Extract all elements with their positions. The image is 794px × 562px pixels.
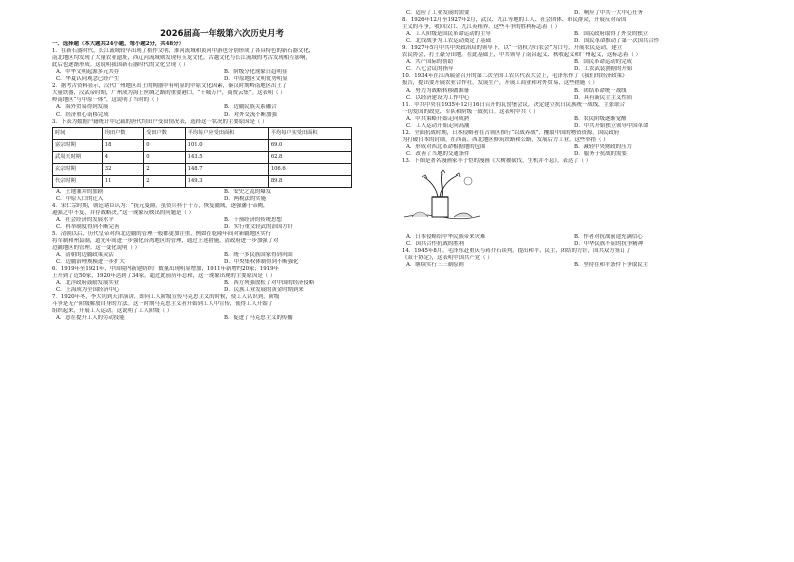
question-text: 13．下图是著名漫画家丰子恺的漫画《大树被砍伐，生机并不息》，表达了（ ） [402, 157, 592, 164]
table-header-cell: 平均每户实受田面积 [268, 127, 351, 139]
answer-options [52, 252, 392, 259]
table-row [53, 151, 352, 163]
answer-option-a[interactable]: C．经济重心南移完成 [56, 111, 109, 118]
answer-option-a[interactable]: C．科举制度得到不断完善 [56, 223, 120, 230]
answer-option-b[interactable]: D．中共开始独立领导中国革命 [574, 122, 649, 129]
answer-options [52, 76, 392, 83]
question-text: 9．1927年5月中共中央政治局的领导下，以“一切权力归农会”为口号，开展农民运动，建立 [402, 45, 623, 52]
table-cell: 62.8 [268, 151, 351, 163]
question-text: 12．全面抗战时期，日本侵略者在占领区推行“以战养战”，攫取中国的物资资源，国民政府 [402, 129, 620, 136]
answer-options [52, 315, 392, 322]
answer-option-a[interactable]: A．继续实行三三制原则 [406, 262, 464, 269]
answer-options [52, 112, 392, 119]
question-text: 大量铁器，汉武帝时期，广州成为海上丝绸之路的重要港口，“千城万户，商贾云集”。这表明（ ） [52, 90, 286, 97]
answer-option-b[interactable]: D．中央集权体制得到不断强化 [224, 259, 299, 266]
answer-options [52, 280, 392, 287]
question-text: 斗争是无产阶级解放自身的方法。这一时期马克思主义者开始到工人中宣传，使得工人开始了 [52, 301, 274, 308]
question-text: 10．1934年在江西瑞金召开的第二次全国工农兵代表大会上，毛泽东作了《我们的经济政策》 [402, 73, 628, 80]
answer-option-b[interactable]: D．两税法的实施 [224, 195, 267, 202]
answer-option-b[interactable]: B．国民政府取得了外交的独立 [574, 31, 649, 38]
answer-options [402, 66, 742, 73]
question-text: 14．1945年8月，毛泽东赴重庆与蒋介石谈判，提出和平、民主、团结的方针，国共双方签订了 [402, 248, 631, 255]
table-cell: 代宗时期 [53, 175, 103, 187]
answer-option-a[interactable]: A．努力为战略转移做准备 [406, 87, 470, 94]
answer-option-a[interactable]: A．日本侵略给中华民族带来灾难 [406, 234, 486, 241]
answer-options [402, 123, 742, 130]
table-cell: 148.7 [185, 163, 268, 175]
answer-option-a[interactable]: A．共产国际的帮助 [406, 59, 454, 66]
answer-option-b[interactable]: B．干预经济的传统思想 [224, 216, 282, 223]
table-cell: 101.0 [185, 139, 268, 151]
answer-option-b[interactable]: B．坚持在和平条件下争取民主 [574, 262, 649, 269]
question-text: 农民协会，打土豪分田地。在此基础上，中共领导了南昌起义、秋收起义和广州起义，这标志着（ ） [402, 52, 641, 59]
answer-options [52, 287, 392, 294]
answer-options [402, 234, 742, 241]
answer-option-b[interactable]: B．作者对抗战前途充满信心 [574, 234, 643, 241]
answer-options [402, 144, 742, 151]
table-header-cell: 受田户数 [144, 127, 185, 139]
question-text: 将军制和州县制，道光年间进一步强化台湾地区的管理，通过上述措施，清政府进一步加强了对 [52, 237, 279, 244]
answer-option-b[interactable]: B．西方列强放松了对中国的经济侵略 [224, 280, 315, 287]
question-text: 8．1926年12月至1927年2月，武汉、九江等地的工人、社会团体、市民群众，开展反对帝国 [402, 17, 627, 24]
question-text: 3．下表为数据户籍统计中记载的唐代均田户受田情况表，选择这一状况的主要原因是（ ） [52, 118, 268, 125]
question-text: 7．1920年冬，李大钊到天津演讲，即向工人阶级宣传马克思主义的时候，使工人认识到，阶级 [52, 294, 280, 301]
table-cell: 2 [144, 175, 185, 187]
question-text: 2．据考古资料显示，汉代广州地区出土的陶器中有明显的中原文化因素，秦汉时期岭南地区出土了 [52, 83, 288, 90]
answer-option-b[interactable]: D．中华民族不屈的抗争精神 [574, 241, 644, 248]
answer-options [402, 262, 742, 269]
table-header-cell: 均田户数 [102, 127, 143, 139]
answer-option-a[interactable]: A．意在提升工人的劳动技能 [56, 315, 125, 322]
answer-option-a[interactable]: C．华夏认同观念已经产生 [56, 76, 120, 83]
question-text: 主义的斗争，收回汉口、九江英租界。这些斗争的胜利标志着（ ） [402, 24, 561, 31]
section-heading: 一、选择题（本大题共24小题，每小题2分，共48分） [52, 41, 184, 48]
answer-options [402, 151, 742, 158]
answer-option-b[interactable]: D．国民革命推动了第一次国共合作 [574, 38, 660, 45]
answer-option-b[interactable]: D．响应了中共一大中心任务 [574, 10, 644, 16]
answer-option-b[interactable]: D．实行重文轻武的治国方针 [224, 223, 294, 230]
answer-options [402, 88, 742, 95]
answer-option-a[interactable]: C．工人运动开始走向高潮 [406, 122, 470, 129]
answer-option-a[interactable]: C．中原人口的迁入 [56, 195, 104, 202]
answer-option-a[interactable]: C．国共合作抗战的胜利 [406, 241, 465, 248]
answer-option-a[interactable]: C．八七会议的指导 [406, 66, 454, 73]
answer-option-a[interactable]: A．形成对西北革命根据地的包围 [406, 143, 486, 150]
table-cell: 4 [102, 151, 143, 163]
table-cell: 143.5 [185, 151, 268, 163]
answer-options [52, 224, 392, 231]
answer-option-a[interactable]: A．中华文明起源多元共存 [56, 69, 120, 76]
table-cell: 32 [102, 163, 143, 175]
answer-option-b[interactable]: D．具有新民主主义性质 [574, 94, 633, 101]
answer-option-a[interactable]: C．适应了工业发展的需要 [406, 10, 470, 16]
question-text: 一切爱国的政党、军队和阶级一致抗日。这表明中共（ ） [402, 108, 539, 115]
exam-title: 2026届高一年级第六次历史月考 [160, 28, 284, 38]
answer-options [52, 69, 392, 76]
answer-option-b[interactable]: D．工农武装割据的开始 [574, 66, 633, 73]
answer-option-b[interactable]: D．中原地区文明优势明显 [224, 76, 288, 83]
question-text: 岭南地区“与中原一体”，这说明了当时的（ ） [52, 97, 162, 104]
answer-option-a[interactable]: C．边疆治理规模进一步扩大 [56, 259, 125, 266]
answer-option-b[interactable]: B．国民革命运动的完成 [574, 59, 632, 66]
answer-option-b[interactable]: B．统一多民族国家得到巩固 [224, 252, 293, 259]
table-cell: 89.8 [268, 175, 351, 187]
table-cell: 106.6 [268, 163, 351, 175]
question-text: 南北地区均发现了大量农业遗址，西辽河流域则发现有玉龙文化。古越文化与长江流域的考古发现相互影响， [52, 55, 311, 62]
answer-option-b[interactable]: B．团结革命统一战线 [574, 87, 627, 94]
question-text: 报告，提出要开展农业合作社，发展生产，开展工商业和对外贸易，这些措施（ ） [402, 80, 598, 87]
answer-options [402, 116, 742, 123]
answer-option-a[interactable]: A．清朝的边疆政策灵活 [56, 252, 114, 259]
table-cell: 武周天时期 [53, 151, 103, 163]
question-text: 1．在新石器时代，长江流域较早出现了稻作文明，淮河流域和黄河中游也分别形成了各具特色的新石器文化， [52, 48, 315, 55]
table-row [53, 139, 352, 151]
table-cell: 69.0 [268, 139, 351, 151]
answer-option-b[interactable]: B．阶级分化现象日趋明显 [224, 69, 288, 76]
right-question-flow [402, 10, 742, 269]
question-text: 上升到了近50家，1920年达到了34家，超过此前历年总和，这一现象出现的主要原因是（ ） [52, 273, 276, 280]
answer-option-a[interactable]: C．北伐战争为工农运动奠定了基础 [406, 38, 491, 45]
answer-options [52, 259, 392, 266]
answer-option-b[interactable]: B．农民阶级逐渐觉醒 [574, 115, 627, 122]
answer-option-a[interactable]: A．中共策略开始走向成熟 [406, 115, 470, 122]
question-text: 此后也逐渐形成。这说明我国新石器时代的文化呈现（ ） [52, 62, 189, 69]
left-question-flow [52, 48, 392, 322]
table-header-cell: 时间 [53, 127, 103, 139]
answer-options [52, 217, 392, 224]
table-header-cell: 平均每户应受田面积 [185, 127, 268, 139]
answer-option-a[interactable]: A．土地兼并的加剧 [56, 188, 104, 195]
answer-options [402, 10, 742, 17]
answer-option-b[interactable]: D．对外交流不断加强 [224, 111, 277, 118]
table-cell: 149.3 [185, 175, 268, 187]
answer-options [52, 196, 392, 203]
table-cell: 11 [102, 175, 143, 187]
tree-stump-cartoon [402, 167, 482, 229]
question-text: 5．清朝以后，历代皇帝对西北边疆的管理一般都更加注重，例如在乾隆年间对新疆地区实行 [52, 230, 272, 237]
table-cell: 2 [144, 163, 185, 175]
question-text: 组织起来，开展工人运动。这说明了工人阶级（ ） [52, 308, 173, 315]
question-text: 遏强之中不复，并存战略决。”这一现象反映出的问题是（ ） [52, 209, 194, 216]
question-text: 为打破日本的封锁，在西南、西北地区修筑铁路和公路，发展后方工业，这些举措（ ） [402, 136, 609, 143]
answer-option-b[interactable]: B．边疆民族关系融合 [224, 104, 277, 111]
question-text: 6．1919年至1921年，中国境内新建纺织厂数量出现明显增加，1911年新增约20家；1919年 [52, 266, 279, 273]
answer-option-a[interactable]: A．北洋政府鼓励发展实业 [56, 280, 120, 287]
answer-option-a[interactable]: A．工人阶级是国民革命运动的主导 [406, 31, 491, 38]
left-column [52, 10, 392, 323]
answer-option-b[interactable]: B．安史之乱的爆发 [224, 188, 272, 195]
question-text: 边疆地区的管理。这一变化说明（ ） [52, 244, 140, 251]
table-cell: 富宗时期 [53, 139, 103, 151]
answer-options [402, 241, 742, 248]
question-text: 4．宋仁宗时期，朝廷诸臣认为：“抚元曼爵，虽资兵科于十万，恢复疆域，逐强藩于帝阙， [52, 202, 269, 209]
table-cell: 18 [102, 139, 143, 151]
answer-options [402, 31, 742, 38]
answer-option-a[interactable]: A．海外贸易得到发展 [56, 104, 109, 111]
answer-option-b[interactable]: D．服务于抗战的需要 [574, 150, 627, 157]
answer-option-b[interactable]: B．减轻中央财政的压力 [574, 143, 632, 150]
table-header-row [53, 127, 352, 139]
table-cell: 玄宗时期 [53, 163, 103, 175]
answer-options [402, 95, 742, 102]
answer-option-b[interactable]: D．民族工业发展的黄金时期到来 [224, 287, 304, 294]
answer-option-a[interactable]: C．以经济建设为工作中心 [406, 94, 470, 101]
table-cell: 0 [144, 139, 185, 151]
table-row [53, 163, 352, 175]
answer-options [402, 59, 742, 66]
answer-options [52, 104, 392, 111]
answer-options [52, 189, 392, 196]
right-column [402, 10, 742, 269]
question-text: 《双十协定》，这表明中国共产党（ ） [402, 255, 493, 262]
table-row [53, 175, 352, 187]
answer-options [402, 38, 742, 45]
answer-option-a[interactable]: C．改善了当地的交通条件 [406, 150, 470, 157]
answer-option-a[interactable]: A．社会经济的发展水平 [56, 216, 114, 223]
table-cell: 0 [144, 151, 185, 163]
land-allocation-table [52, 127, 352, 188]
answer-option-a[interactable]: C．上海成为全国经济中心 [56, 287, 120, 294]
question-text: 11．中共中央在1935年12月16日召开的瓦窑堡会议，决定建立抗日民族统一战线，主张联合 [402, 101, 625, 108]
answer-option-b[interactable]: B．促进了马克思主义的传播 [224, 315, 293, 322]
